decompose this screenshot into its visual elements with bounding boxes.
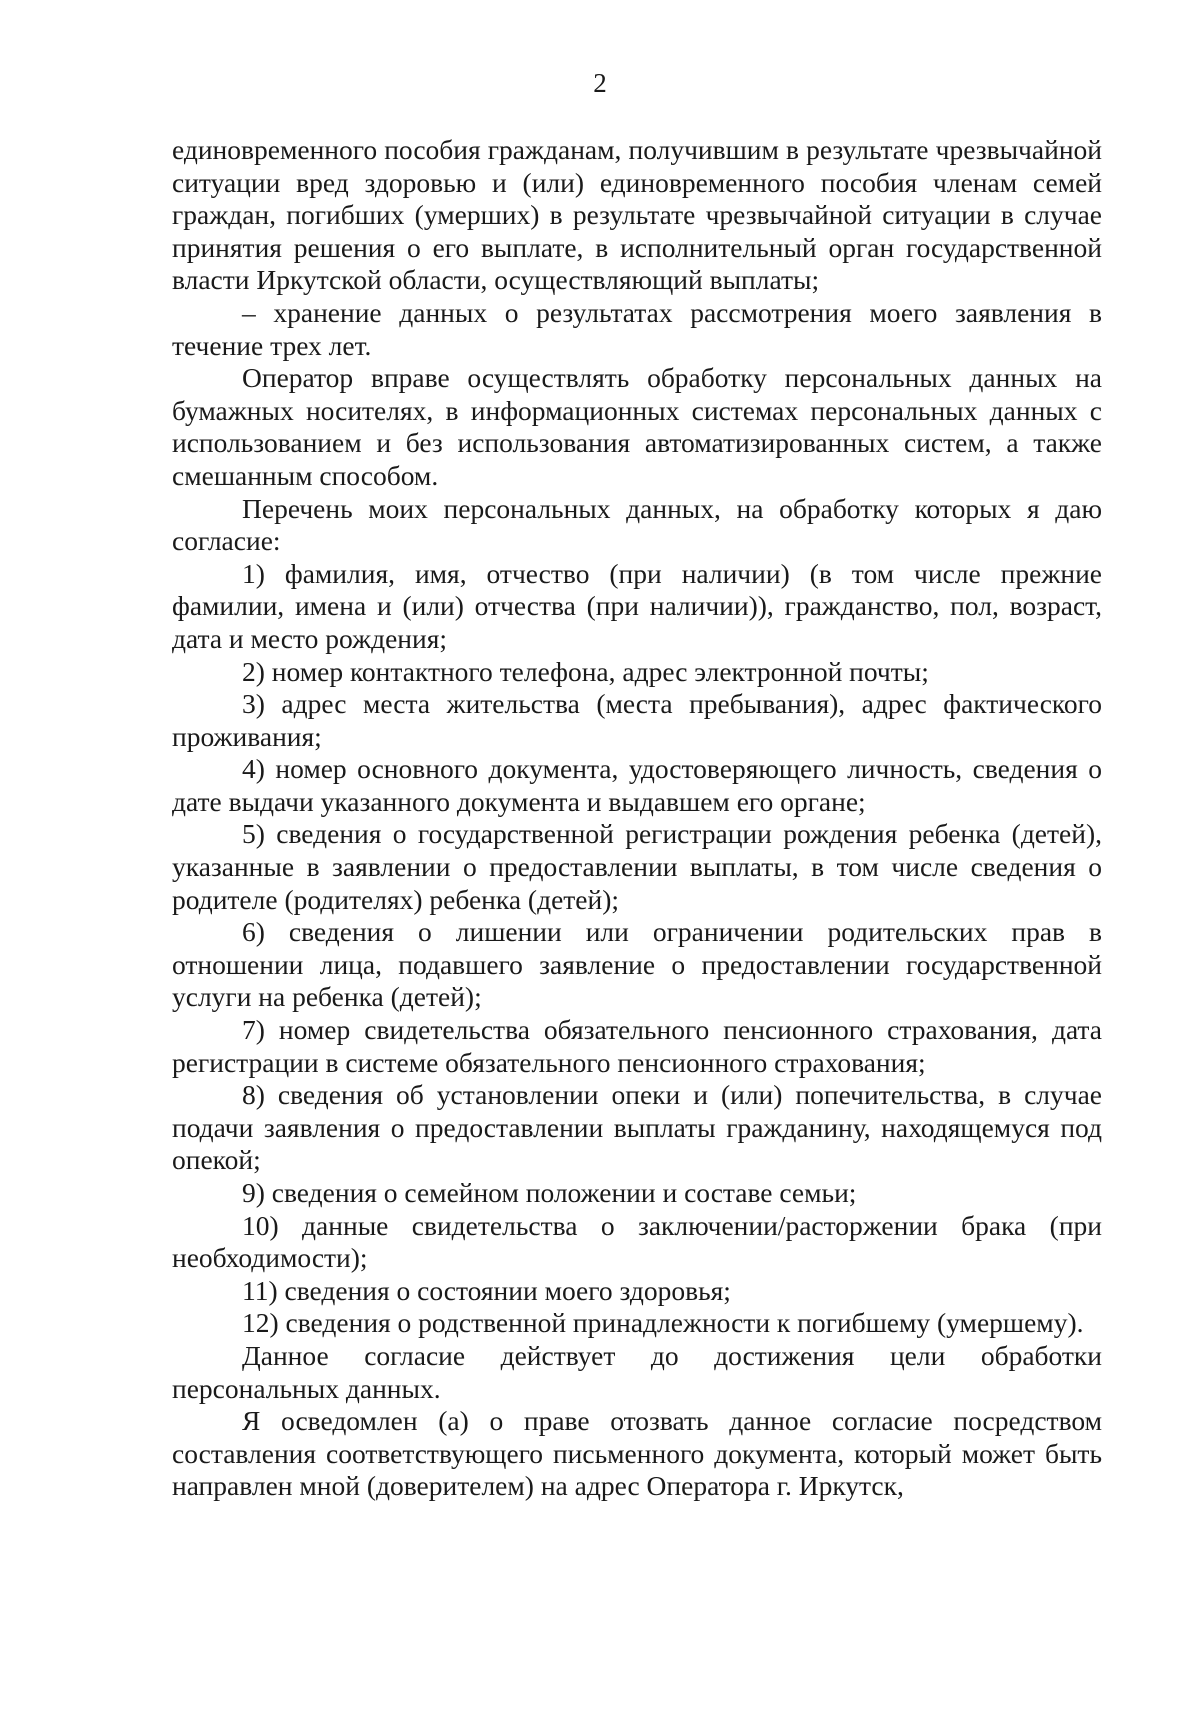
paragraph-storage-term: – хранение данных о результатах рассмотрения моего заявления в течение трех лет. xyxy=(172,296,1102,361)
list-item-10: 10) данные свидетельства о заключении/расторжении брака (при необходимости); xyxy=(172,1209,1102,1274)
paragraph-continuation: единовременного пособия гражданам, получившим в результате чрезвычайной ситуации вред здоровью и (или) единовременного пособия членам семей граждан, погибших (умерших) в результате чрезвычайной ситуации в случае принятия решения о его выплате, в исполнительный орган государственной власти Иркутской области, осуществляющий выплаты; xyxy=(172,134,1102,296)
list-item-5: 5) сведения о государственной регистрации рождения ребенка (детей), указанные в заявлении о предоставлении выплаты, в том числе сведения о родителе (родителях) ребенка (детей); xyxy=(172,818,1102,915)
document-body xyxy=(172,134,1102,1503)
list-item-3: 3) адрес места жительства (места пребывания), адрес фактического проживания; xyxy=(172,688,1102,752)
page-number: 2 xyxy=(593,68,607,98)
list-item-4: 4) номер основного документа, удостоверяющего личность, сведения о дате выдачи указанного документа и выдавшем его органе; xyxy=(172,753,1102,817)
list-item-11: 11) сведения о состоянии моего здоровья; xyxy=(242,1274,731,1306)
list-item-12: 12) сведения о родственной принадлежности к погибшему (умершему). xyxy=(242,1307,1084,1339)
paragraph-data-list-intro: Перечень моих персональных данных, на обработку которых я даю согласие: xyxy=(172,492,1102,557)
list-item-9: 9) сведения о семейном положении и составе семьи; xyxy=(242,1177,857,1208)
paragraph-withdrawal-right: Я осведомлен (а) о праве отозвать данное согласие посредством составления соответствующего письменного документа, который может быть направлен мной (доверителем) на адрес Оператора г. Иркутск, xyxy=(172,1405,1102,1502)
paragraph-operator-rights: Оператор вправе осуществлять обработку персональных данных на бумажных носителях, в информационных системах персональных данных с использованием и без использования автоматизированных систем, а также смешанным способом. xyxy=(172,362,1102,491)
paragraph-consent-validity: Данное согласие действует до достижения цели обработки персональных данных. xyxy=(172,1339,1102,1404)
list-item-2: 2) номер контактного телефона, адрес электронной почты; xyxy=(242,655,929,687)
list-item-6: 6) сведения о лишении или ограничении родительских прав в отношении лица, подавшего заявление о предоставлении государственной услуги на ребенка (детей); xyxy=(172,916,1102,1013)
list-item-1: 1) фамилия, имя, отчество (при наличии) (в том числе прежние фамилии, имена и (или) отчества (при наличии)), гражданство, пол, возраст, дата и место рождения; xyxy=(172,557,1102,654)
list-item-7: 7) номер свидетельства обязательного пенсионного страхования, дата регистрации в системе обязательного пенсионного страхования; xyxy=(172,1014,1102,1078)
list-item-8: 8) сведения об установлении опеки и (или) попечительства, в случае подачи заявления о предоставлении выплаты гражданину, находящемуся под опекой; xyxy=(172,1079,1102,1176)
